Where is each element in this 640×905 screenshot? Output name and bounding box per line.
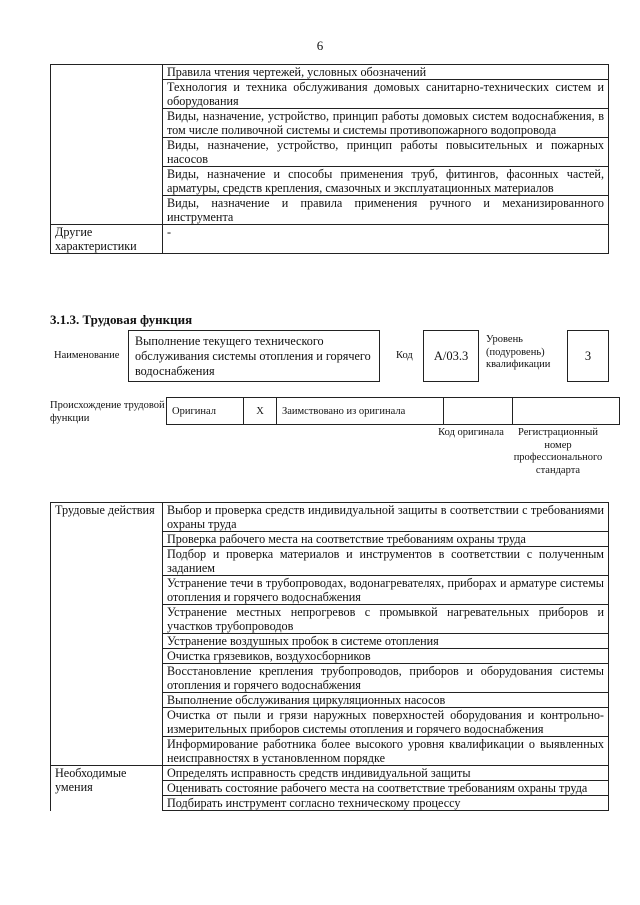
labor-action-item: Восстановление крепления трубопроводов, приборов и оборудования системы отопления и горячего водоснабжения (163, 664, 609, 693)
knowledge-item: Технология и техника обслуживания домовых санитарно-технических систем и оборудования (163, 80, 609, 109)
skill-item: Оценивать состояние рабочего места на соответствие требованиям охраны труда (163, 781, 609, 796)
labor-action-item: Очистка от пыли и грязи наружных поверхностей оборудования и контрольно-измерительных приборов системы отопления и горячего водоснабжения (163, 708, 609, 737)
origin-original-mark: X (244, 398, 277, 425)
labor-action-item: Подбор и проверка материалов и инструментов в соответствии с полученным заданием (163, 547, 609, 576)
labor-action-item: Выбор и проверка средств индивидуальной защиты в соответствии с требованиями охраны труда (163, 503, 609, 532)
knowledge-item: Виды, назначение, устройство, принцип работы домовых систем водоснабжения, в том числе поливочной системы и системы противопожарного водопровода (163, 109, 609, 138)
name-label: Наименование (54, 350, 120, 361)
qualification-level-label: Уровень (подуровень) квалификации (486, 334, 551, 370)
function-code: A/03.3 (423, 330, 479, 382)
section-title: 3.1.3. Трудовая функция (50, 312, 193, 327)
labor-action-item: Очистка грязевиков, воздухосборников (163, 649, 609, 664)
labor-action-item: Информирование работника более высокого уровня квалификации о выявленных неисправностях в установленном порядке (163, 737, 609, 766)
origin-reg-number-cell (513, 398, 620, 425)
other-characteristics-label: Другие характеристики (51, 225, 163, 254)
origin-code-cell (444, 398, 513, 425)
other-characteristics-value: - (163, 225, 609, 254)
required-skills-label: Необходимые умения (51, 766, 163, 811)
labor-action-item: Устранение течи в трубопроводах, водонагревателях, приборах и арматуре системы отопления и горячего водоснабжения (163, 576, 609, 605)
knowledge-item: Виды, назначение и правила применения ручного и механизированного инструмента (163, 196, 609, 225)
origin-table (166, 397, 620, 425)
labor-action-item: Выполнение обслуживания циркуляционных насосов (163, 693, 609, 708)
function-name: Выполнение текущего технического обслуживания системы отопления и горячего водоснабжения (128, 330, 380, 382)
knowledge-label-cell (51, 65, 163, 225)
skill-item: Определять исправность средств индивидуальной защиты (163, 766, 609, 781)
knowledge-item: Виды, назначение и способы применения труб, фитингов, фасонных частей, арматуры, средств крепления, смазочных и эксплуатационных материалов (163, 167, 609, 196)
origin-original: Оригинал (167, 398, 244, 425)
origin-borrowed: Заимствовано из оригинала (277, 398, 444, 425)
function-details-table (50, 502, 609, 811)
qualification-level-value: 3 (567, 330, 609, 382)
labor-action-item: Устранение местных непрогревов с промывкой нагревательных приборов и участков трубопроводов (163, 605, 609, 634)
origin-label: Происхождение трудовой функции (50, 400, 165, 424)
knowledge-item: Правила чтения чертежей, условных обозначений (163, 65, 609, 80)
labor-action-item: Проверка рабочего места на соответствие требованиям охраны труда (163, 532, 609, 547)
skill-item: Подбирать инструмент согласно техническому процессу (163, 796, 609, 811)
knowledge-item: Виды, назначение, устройство, принцип работы повысительных и пожарных насосов (163, 138, 609, 167)
original-code-caption: Код оригинала (438, 427, 504, 438)
registration-number-caption: Регистрационный номер профессионального стандарта (513, 427, 603, 476)
code-label: Код (396, 350, 413, 361)
labor-actions-label: Трудовые действия (51, 503, 163, 766)
labor-action-item: Устранение воздушных пробок в системе отопления (163, 634, 609, 649)
knowledge-table (50, 64, 609, 254)
page-number: 6 (316, 38, 324, 53)
